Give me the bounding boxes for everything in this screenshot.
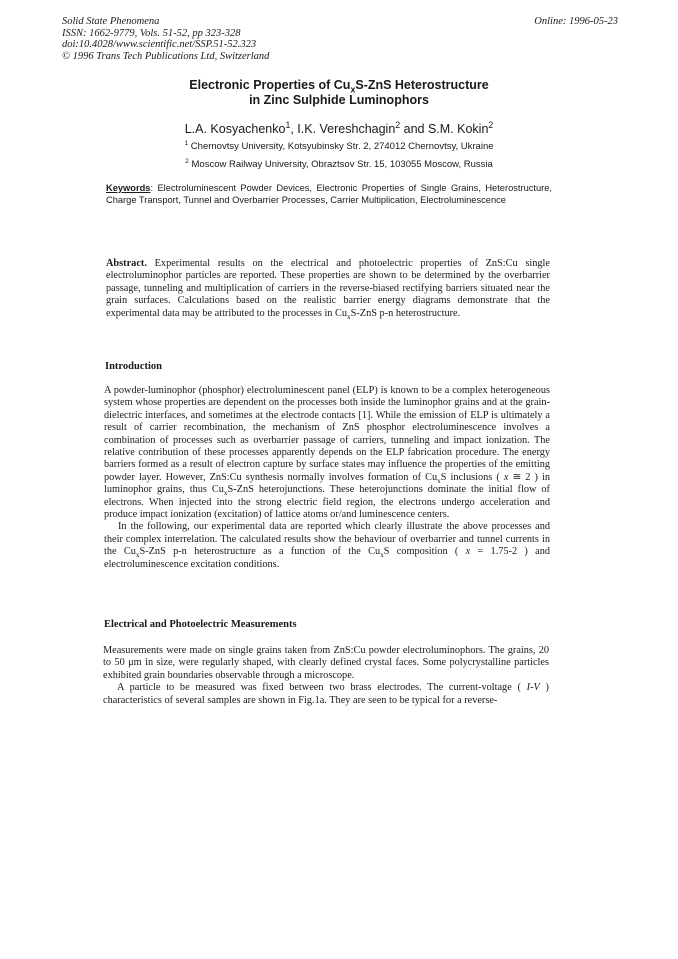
keywords-text: : Electroluminescent Powder Devices, Electronic Properties of Single Grains, Heterostructure, Charge Transport, Tunnel and Overbarrier Processes, Carrier Multiplication, Electroluminescence	[106, 183, 552, 206]
measurements-body	[103, 645, 549, 707]
author-affil-mark: 1	[285, 119, 291, 130]
measurements-heading: Electrical and Photoelectric Measurements	[104, 619, 297, 630]
author-name: I.K. Vereshchagin	[297, 122, 396, 136]
affil-text: Chernovtsy University, Kotsyubinsky Str. 2, 274012 Chernovtsy, Ukraine	[188, 141, 494, 152]
text-run: In the following, our experimental data are reported which clearly illustrate the above processes and their complex interrelation. The calculated results show the behaviour of overbarrier and tunnel currents in the Cu	[104, 521, 550, 558]
math-var: x	[503, 471, 509, 483]
author-separator: and	[400, 122, 428, 136]
paper-title	[0, 78, 678, 108]
math-var: I-V	[526, 682, 540, 694]
abstract-text: S-ZnS p-n heterostructure.	[350, 307, 461, 319]
online-date: Online: 1996-05-23	[534, 16, 618, 27]
text-run: S composition (	[383, 546, 466, 558]
title-part: Electronic Properties of Cu	[189, 78, 351, 92]
title-line-2: in Zinc Sulphide Luminophors	[249, 93, 429, 107]
text-run: = 1.75-2 ) and electroluminescence excitation conditions.	[104, 546, 551, 570]
paragraph	[104, 521, 550, 571]
affiliation-2	[0, 159, 678, 170]
author-name: S.M. Kokin	[427, 122, 489, 136]
introduction-body	[104, 385, 550, 571]
author-name: L.A. Kosyachenko	[184, 122, 286, 136]
abstract	[106, 258, 550, 320]
keywords-label: Keywords	[106, 183, 151, 193]
author-list	[0, 119, 678, 136]
subscript: x	[223, 489, 228, 498]
text-run: S inclusions (	[440, 471, 504, 483]
doi-line: doi:10.4028/www.scientific.net/SSP.51-52.323	[62, 39, 257, 50]
affiliation-1	[0, 141, 678, 152]
author-separator: ,	[290, 122, 298, 136]
abstract-subscript: x	[347, 312, 351, 321]
affil-mark: 2	[185, 157, 189, 165]
subscript: x	[380, 551, 384, 560]
journal-name: Solid State Phenomena	[62, 16, 160, 27]
title-subscript: x	[350, 84, 356, 95]
author-affil-mark: 2	[488, 119, 494, 130]
text-run: ) characteristics of several samples are shown in Fig.1a. They are seen to be typical for a reverse-	[103, 682, 549, 706]
math-var: x	[465, 546, 471, 558]
introduction-heading: Introduction	[105, 361, 162, 372]
copyright-line: © 1996 Trans Tech Publications Ltd, Switzerland	[62, 50, 270, 62]
title-part: S-ZnS Heterostructure	[355, 78, 489, 92]
text-run: S-ZnS heterojunctions. These heterojunctions dominate the initial flow of electrons. When injected into the strong electric field region, the electrons undergo acceleration and produce impact ionization (excitation) of lattice atoms or/and luminescence centers.	[104, 484, 550, 521]
keywords-block	[106, 182, 552, 207]
affil-mark: 1	[184, 139, 189, 147]
subscript: x	[135, 551, 140, 560]
journal-meta	[62, 16, 618, 62]
text-run: A particle to be measured was fixed between two brass electrodes. The current-voltage (	[117, 682, 527, 694]
affil-text: Moscow Railway University, Obraztsov Str. 15, 103055 Moscow, Russia	[188, 159, 493, 170]
text-run: A powder-luminophor (phosphor) electroluminescent panel (ELP) is known to be a complex heterogeneous system whose properties are dependent on the processes both inside the luminophor grains and at the grain-dielectric interfaces, and sometimes at the electrode contacts [1]. While the emission of ELP is ultimately a result of carrier recombination, the mechanism of ZnS phosphor electroluminescence involves a combination of processes such as overbarrier passage of carriers, tunneling and impact ionization. The relative contribution of these processes apparently depends on the ELP fabrication procedure. The energy barriers formed as a result of electron capture by surface states may influence the properties of the emitting powder layer. However, ZnS:Cu synthesis normally involves formation of Cu	[104, 385, 550, 483]
author-affil-mark: 2	[395, 119, 401, 130]
text-run: ≅ 2 ) in luminophor grains, thus Cu	[104, 471, 551, 496]
subscript: x	[437, 476, 441, 485]
abstract-text: Experimental results on the electrical and photoelectric properties of ZnS:Cu single electroluminophor particles are reported. These properties are shown to be determined by the overbarrier passage, tunneling and multiplication of carriers in the reverse-biased rectifying barriers situated near the grain surfaces. Calculations based on the realistic barrier energy diagrams demonstrate that the experimental data may be attributed to the processes in Cu	[106, 258, 550, 319]
text-run: S-ZnS p-n heterostructure as a function of the Cu	[139, 546, 381, 558]
abstract-label: Abstract.	[106, 258, 147, 269]
paragraph	[104, 385, 550, 521]
paragraph: Measurements were made on single grains taken from ZnS:Cu powder electroluminophors. The grains, 20 to 50 μm in size, were regularly shaped, with clearly defined crystal faces. Some polycrystalline particles exhibited grain boundaries observable through a microscope.	[103, 645, 549, 681]
issn-line: ISSN: 1662-9779, Vols. 51-52, pp 323-328	[62, 27, 241, 39]
paragraph	[103, 682, 549, 707]
